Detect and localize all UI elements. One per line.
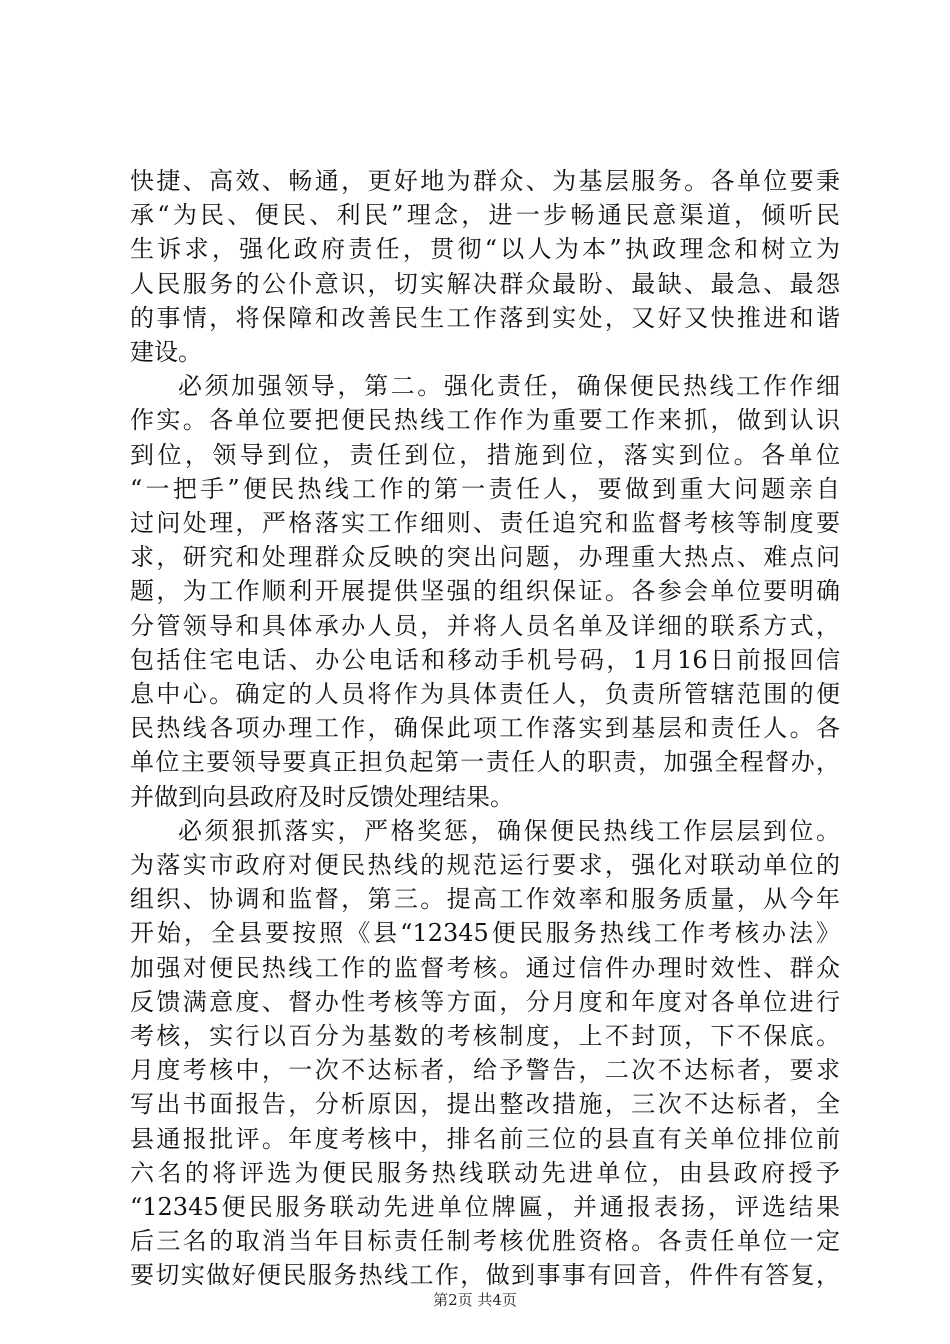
text-line: 为落实市政府对便民热线的规范运行要求，强化对联动单位的 bbox=[130, 851, 840, 879]
text-line: 建设。 bbox=[130, 338, 202, 366]
text-line: 作实。各单位要把便民热线工作作为重要工作来抓，做到认识 bbox=[130, 406, 840, 435]
text-line: 的事情，将保障和改善民生工作落到实处，又好又快推进和谐 bbox=[130, 303, 840, 332]
text-line: 承“为民、便民、利民”理念，进一步畅通民意渠道，倾听民 bbox=[130, 201, 840, 230]
text-line: 快捷、高效、畅通，更好地为群众、为基层服务。各单位要秉 bbox=[130, 167, 840, 195]
text-line: 月度考核中，一次不达标者，给予警告，二次不达标者，要求 bbox=[130, 1056, 840, 1085]
text-line: 到位，领导到位，责任到位，措施到位，落实到位。各单位 bbox=[130, 440, 840, 469]
text-line: 题，为工作顺利开展提供坚强的组织保证。各参会单位要明确 bbox=[130, 577, 840, 606]
text-line: “12345便民服务联动先进单位牌匾，并通报表扬，评选结果 bbox=[130, 1193, 840, 1221]
text-line: 过问处理，严格落实工作细则、责任追究和监督考核等制度要 bbox=[130, 509, 840, 537]
text-line: 要切实做好便民服务热线工作，做到事事有回音，件件有答复， bbox=[130, 1261, 840, 1290]
text-line: 六名的将评选为便民服务热线联动先进单位，由县政府授予 bbox=[130, 1158, 840, 1187]
text-line: 后三名的取消当年目标责任制考核优胜资格。各责任单位一定 bbox=[130, 1227, 840, 1256]
text-line: 反馈满意度、督办性考核等方面，分月度和年度对各单位进行 bbox=[130, 987, 840, 1016]
text-line: 加强对便民热线工作的监督考核。通过信件办理时效性、群众 bbox=[130, 953, 840, 982]
text-line: 县通报批评。年度考核中，排名前三位的县直有关单位排位前 bbox=[130, 1124, 840, 1153]
text-line: 民热线各项办理工作，确保此项工作落实到基层和责任人。各 bbox=[130, 714, 840, 743]
text-line: 考核，实行以百分为基数的考核制度，上不封顶，下不保底。 bbox=[130, 1022, 840, 1050]
text-line: 生诉求，强化政府责任，贯彻“以人为本”执政理念和树立为 bbox=[130, 235, 840, 264]
text-line: 组织、协调和监督，第三。提高工作效率和服务质量，从今年 bbox=[130, 885, 840, 914]
page-number-footer: 第2页 共4页 bbox=[433, 1291, 517, 1309]
text-line: 开始，全县要按照《县“12345便民服务热线工作考核办法》 bbox=[130, 919, 840, 948]
text-line: 写出书面报告，分析原因，提出整改措施，三次不达标者，全 bbox=[130, 1090, 840, 1119]
text-line: 求，研究和处理群众反映的突出问题，办理重大热点、难点问 bbox=[130, 543, 840, 572]
paragraph-start: 必须加强领导，第二。强化责任，确保便民热线工作作细 bbox=[178, 372, 840, 401]
text-line: 息中心。确定的人员将作为具体责任人，负责所管辖范围的便 bbox=[130, 680, 840, 708]
text-line: “一把手”便民热线工作的第一责任人，要做到重大问题亲自 bbox=[130, 474, 840, 503]
text-line: 单位主要领导要真正担负起第一责任人的职责，加强全程督办， bbox=[130, 748, 840, 777]
text-line: 人民服务的公仆意识，切实解决群众最盼、最缺、最急、最怨 bbox=[130, 269, 840, 298]
text-line: 包括住宅电话、办公电话和移动手机号码，1月16日前报回信 bbox=[130, 645, 840, 674]
text-line: 分管领导和具体承办人员，并将人员名单及详细的联系方式， bbox=[130, 611, 840, 640]
text-line: 并做到向县政府及时反馈处理结果。 bbox=[130, 782, 514, 811]
paragraph-start: 必须狠抓落实，严格奖惩，确保便民热线工作层层到位。 bbox=[178, 816, 840, 845]
